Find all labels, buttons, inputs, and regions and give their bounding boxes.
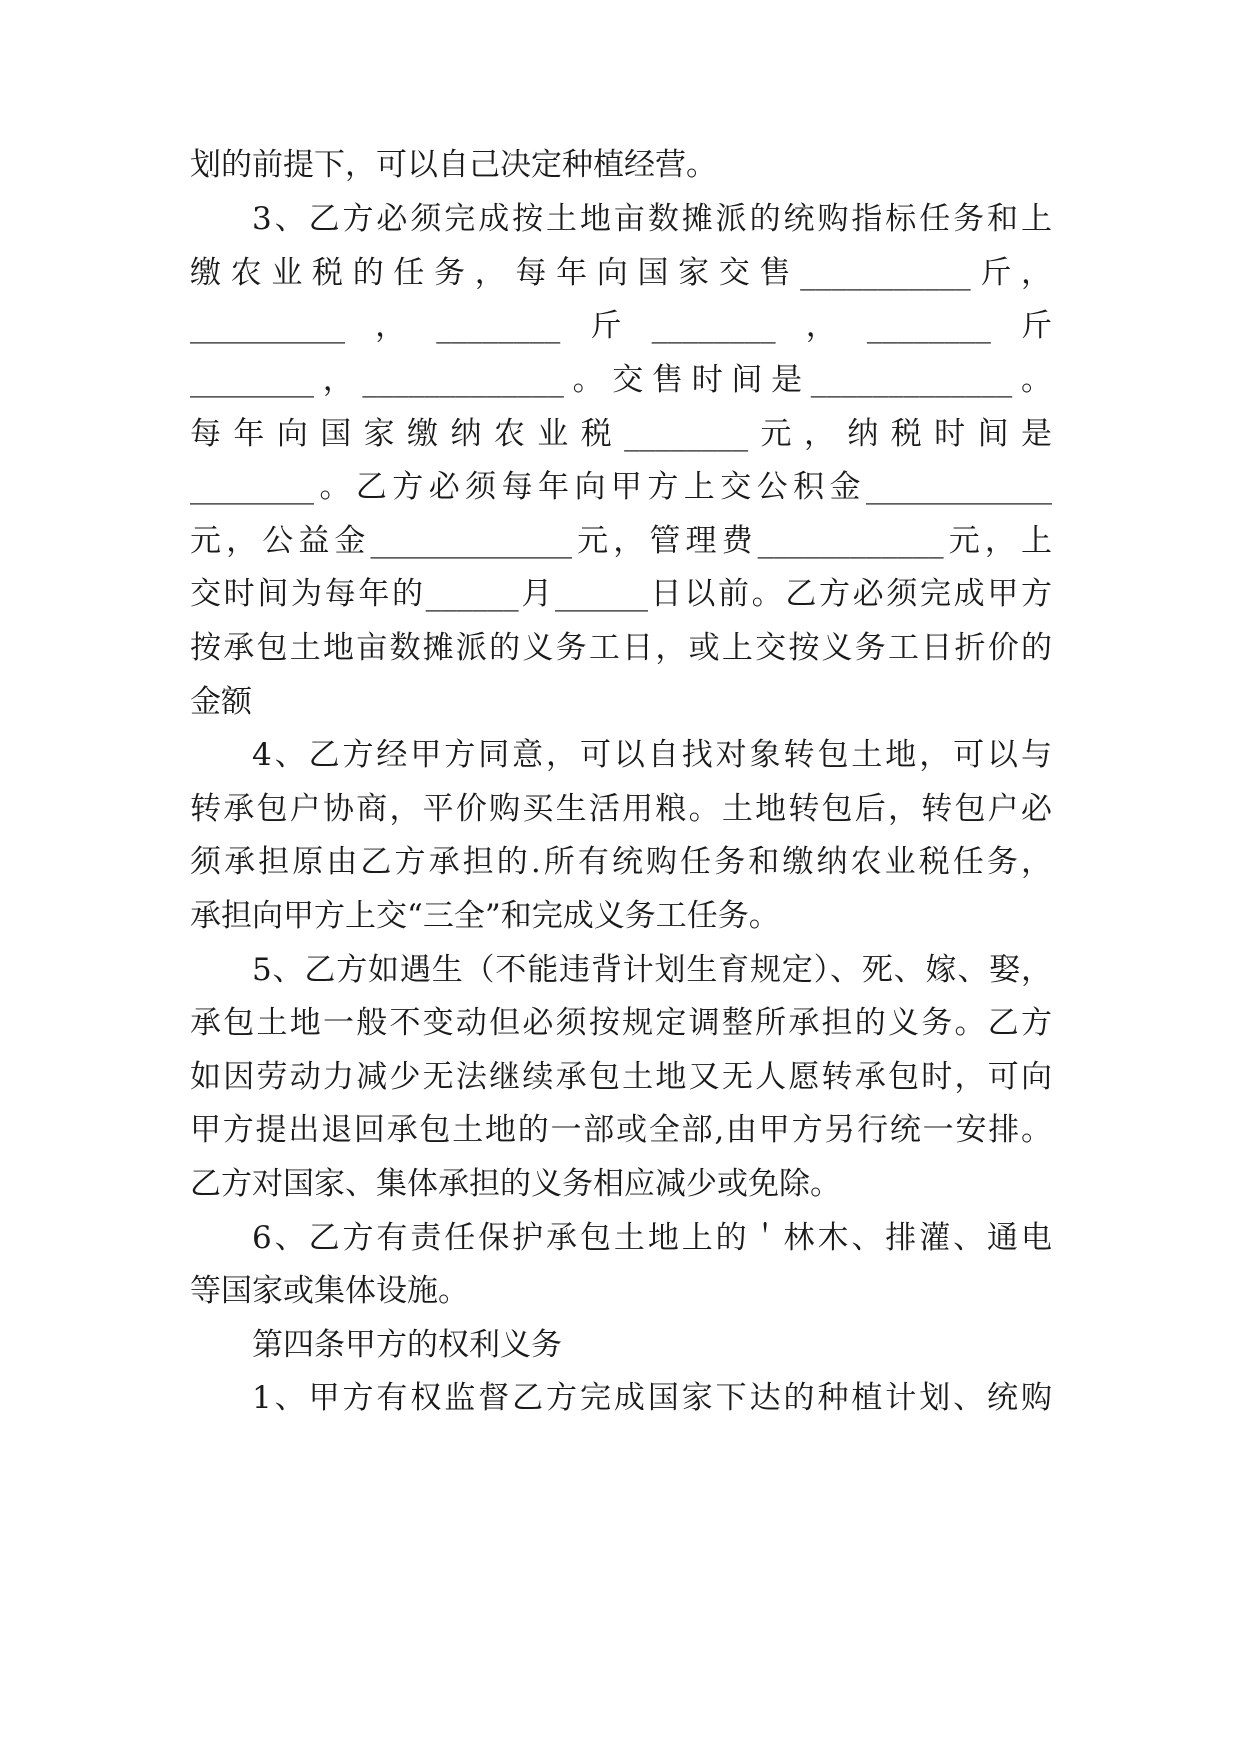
text-line: 如因劳动力减少无法继续承包土地又无人愿转承包时，可向	[190, 1059, 1052, 1095]
text-line: ________。乙方必须每年向甲方上交公积金____________	[190, 469, 1052, 505]
text-line: 每年向国家缴纳农业税________元，纳税时间是	[190, 416, 1052, 452]
text-line: 3、乙方必须完成按土地亩数摊派的统购指标任务和上	[252, 201, 1052, 237]
text-line: 4、乙方经甲方同意，可以自找对象转包土地，可以与	[252, 737, 1052, 773]
text-line: 交时间为每年的______月______日以前。乙方必须完成甲方	[190, 576, 1052, 612]
text-line: __________，________斤________，________斤	[190, 308, 1052, 344]
text-line: 金额	[190, 684, 252, 720]
text-line: 乙方对国家、集体承担的义务相应减少或免除。	[190, 1166, 841, 1202]
text-line: 承包土地一般不变动但必须按规定调整所承担的义务。乙方	[190, 1005, 1052, 1041]
text-line: 5、乙方如遇生（不能违背计划生育规定）、死、嫁、娶，	[252, 952, 1052, 988]
text-line: 承担向甲方上交“三全”和完成义务工任务。	[190, 898, 780, 934]
text-line: 6、乙方有责任保护承包土地上的＇林木、排灌、通电	[252, 1220, 1052, 1256]
text-line: 甲方提出退回承包土地的一部或全部,由甲方另行统一安排。	[190, 1112, 1052, 1148]
text-line: 缴农业税的任务，每年向国家交售___________斤，	[190, 255, 1052, 291]
text-line: 元，公益金_____________元，管理费____________元，上	[190, 523, 1052, 559]
text-line: 1、甲方有权监督乙方完成国家下达的种植计划、统购	[252, 1380, 1052, 1416]
text-line: 划的前提下，可以自己决定种植经营。	[190, 147, 717, 183]
text-line: 等国家或集体设施。	[190, 1273, 469, 1309]
text-line: 转承包户协商，平价购买生活用粮。土地转包后，转包户必	[190, 791, 1052, 827]
text-line: 须承担原由乙方承担的.所有统购任务和缴纳农业税任务，	[190, 844, 1052, 880]
text-line: 按承包土地亩数摊派的义务工日，或上交按义务工日折价的	[190, 630, 1052, 666]
section-heading: 第四条甲方的权利义务	[252, 1327, 562, 1363]
text-line: ________，_____________。交售时间是_____________。	[190, 362, 1052, 398]
